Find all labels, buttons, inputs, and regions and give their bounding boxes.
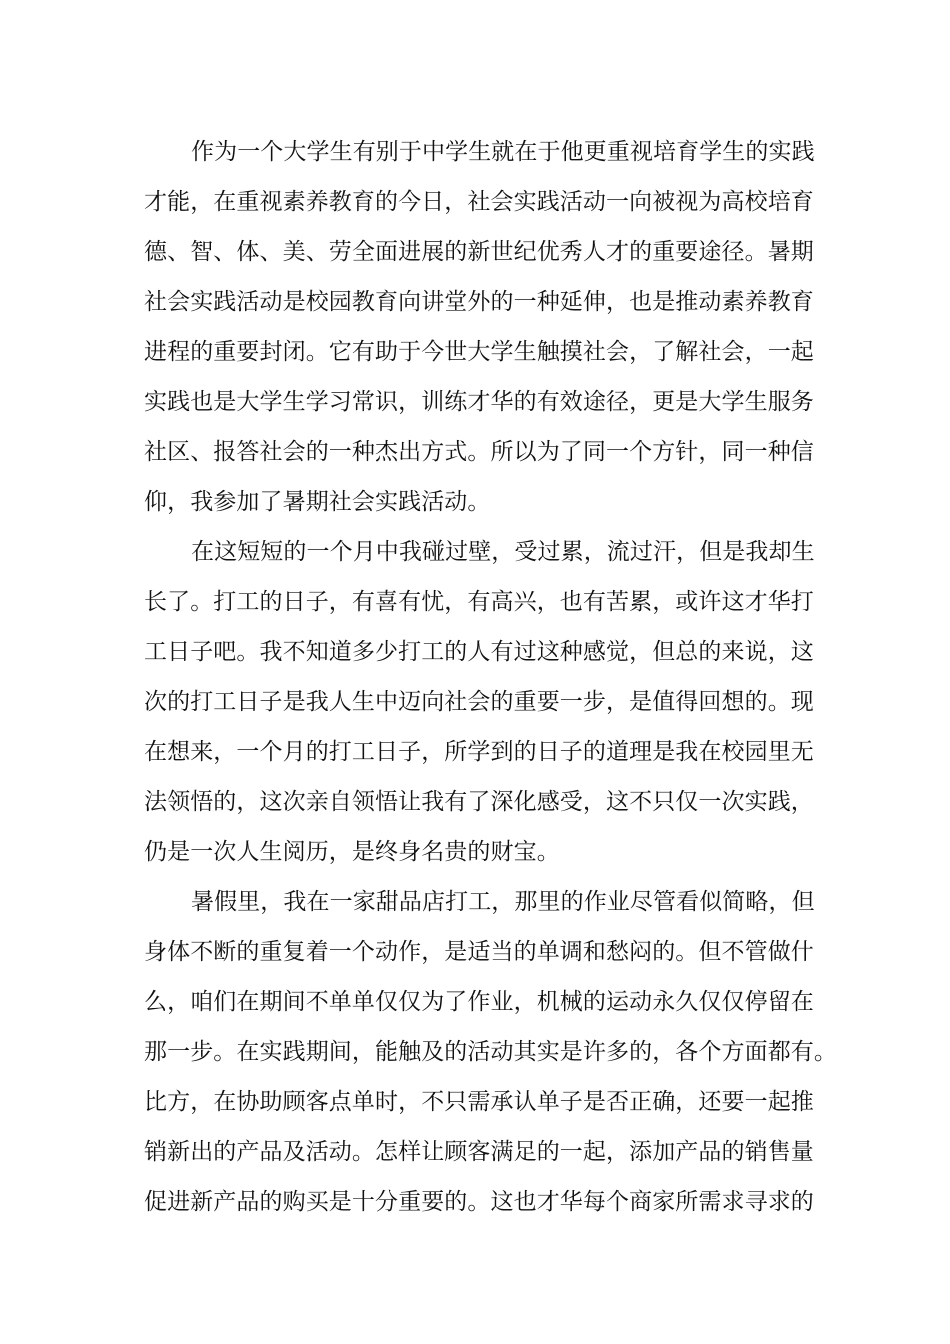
paragraph-line: 那一步。在实践期间，能触及的活动其实是许多的，各个方面都有。 [144, 1039, 837, 1065]
paragraph-line: 进程的重要封闭。它有助于今世大学生触摸社会，了解社会，一起 [144, 339, 814, 365]
paragraph-line: 才能，在重视素养教育的今日，社会实践活动一向被视为高校培育 [144, 189, 814, 215]
paragraph-line: 促进新产品的购买是十分重要的。这也才华每个商家所需求寻求的 [144, 1189, 814, 1215]
paragraph-line: 销新出的产品及活动。怎样让顾客满足的一起，添加产品的销售量 [144, 1139, 814, 1165]
paragraph-line: 在这短短的一个月中我碰过壁，受过累，流过汗，但是我却生 [191, 539, 815, 565]
paragraph-line: 社会实践活动是校园教育向讲堂外的一种延伸，也是推动素养教育 [144, 289, 814, 315]
paragraph-line: 法领悟的，这次亲自领悟让我有了深化感受，这不只仅一次实践， [144, 789, 814, 815]
paragraph-line: 身体不断的重复着一个动作，是适当的单调和愁闷的。但不管做什 [144, 939, 814, 965]
paragraph-line: 暑假里，我在一家甜品店打工，那里的作业尽管看似简略，但 [191, 889, 815, 915]
paragraph-line: 在想来，一个月的打工日子，所学到的日子的道理是我在校园里无 [144, 739, 814, 765]
paragraph-line: 工日子吧。我不知道多少打工的人有过这种感觉，但总的来说，这 [144, 639, 814, 665]
paragraph-line: 社区、报答社会的一种杰出方式。所以为了同一个方针，同一种信 [144, 439, 814, 465]
paragraph-line: 比方，在协助顾客点单时，不只需承认单子是否正确，还要一起推 [144, 1089, 814, 1115]
paragraph-line: 次的打工日子是我人生中迈向社会的重要一步，是值得回想的。现 [144, 689, 814, 715]
paragraph-line: 长了。打工的日子，有喜有忧，有高兴，也有苦累，或许这才华打 [144, 589, 814, 615]
paragraph-line: 德、智、体、美、劳全面进展的新世纪优秀人才的重要途径。暑期 [144, 239, 814, 265]
paragraph-line: 么，咱们在期间不单单仅仅为了作业，机械的运动永久仅仅停留在 [144, 989, 814, 1015]
paragraph-line: 作为一个大学生有别于中学生就在于他更重视培育学生的实践 [191, 139, 815, 165]
paragraph-line: 仰，我参加了暑期社会实践活动。 [144, 489, 491, 515]
paragraph-line: 实践也是大学生学习常识，训练才华的有效途径，更是大学生服务 [144, 389, 814, 415]
paragraph-line: 仍是一次人生阅历，是终身名贵的财宝。 [144, 839, 560, 865]
